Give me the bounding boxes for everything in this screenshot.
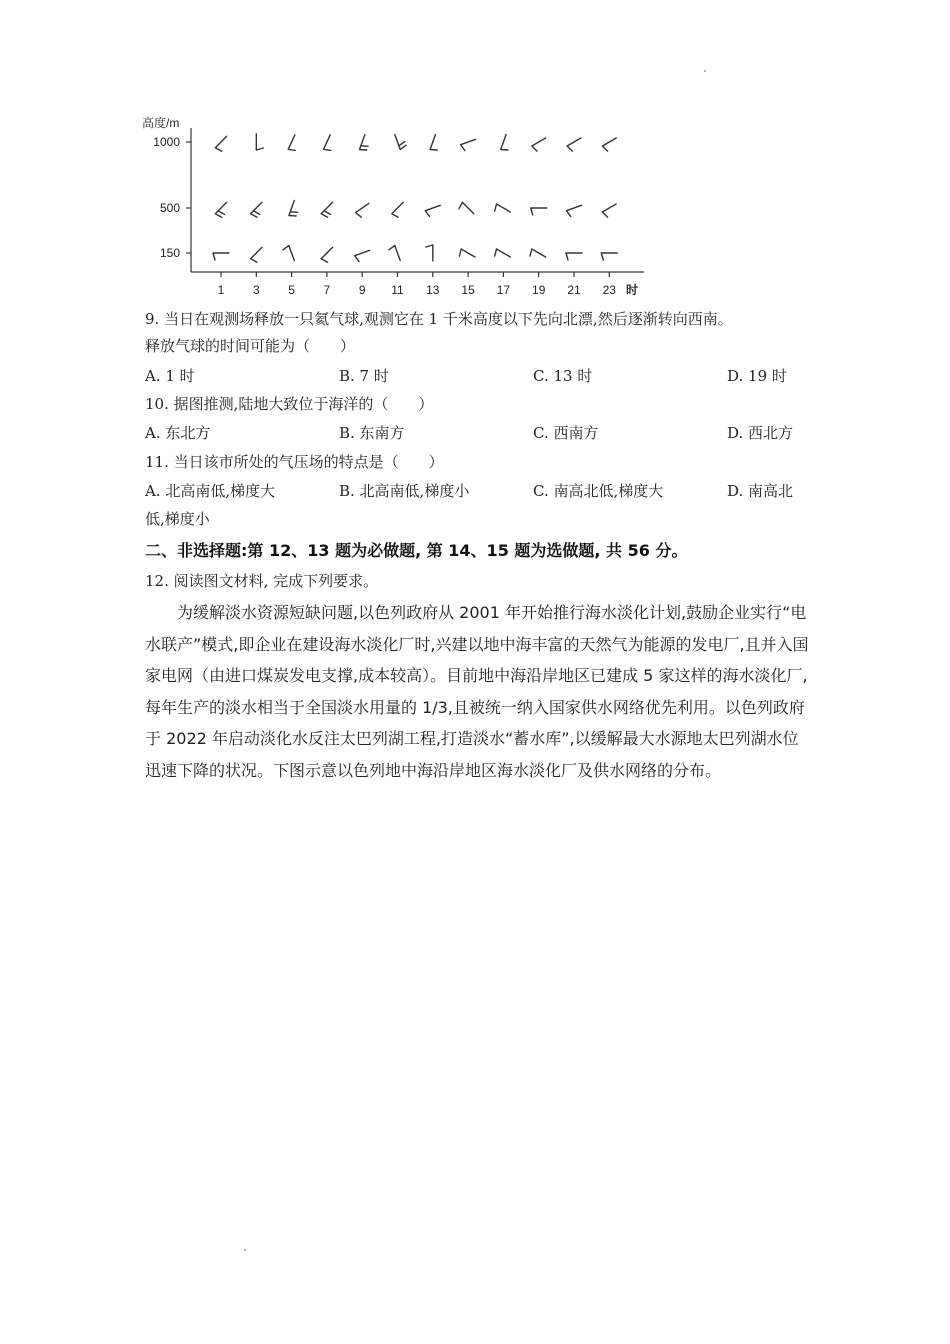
x-tick-label: 9 (358, 283, 366, 297)
q9-option-c: C. 13 时 (533, 367, 593, 385)
x-tick-label: 15 (461, 283, 475, 297)
section-heading: 二、非选择题:第 12、13 题为必做题, 第 14、15 题为选做题, 共 56 分。 (145, 541, 688, 560)
wind-barb-1000m-19h (532, 138, 546, 151)
q10-option-b: B. 东南方 (339, 424, 405, 442)
wind-barb-500m-5h (289, 201, 298, 217)
wind-barb-150m-3h (251, 247, 262, 262)
q11-option-d-wrap: 低,梯度小 (145, 510, 210, 528)
x-tick-label: 17 (496, 283, 511, 297)
wind-barb-500m-9h (356, 203, 369, 217)
wind-barb-150m-1h (213, 253, 229, 260)
question-10-stem: 10. 据图推测,陆地大致位于海洋的（ ） (145, 395, 434, 413)
wind-barb-150m-9h (355, 250, 370, 261)
x-tick-label: 23 (602, 283, 616, 297)
wind-barb-500m-1h (215, 202, 226, 217)
wind-barb-500m-17h (495, 204, 511, 212)
wind-barb-500m-13h (425, 205, 440, 216)
scan-dot (244, 1249, 246, 1251)
x-tick-label: 13 (426, 283, 440, 297)
wind-barb-1000m-21h (567, 138, 581, 151)
wind-barb-1000m-11h (395, 135, 406, 150)
x-tick-label: 21 (567, 283, 581, 297)
wind-barb-1000m-15h (461, 139, 476, 150)
wind-barb-150m-15h (459, 249, 475, 257)
x-tick-label: 5 (288, 283, 295, 297)
wind-barb-1000m-9h (360, 135, 369, 151)
wind-barb-150m-11h (389, 246, 400, 261)
question-9-stem-cont: 释放气球的时间可能为（ ） (145, 337, 356, 355)
wind-barb-500m-21h (567, 205, 582, 216)
q9-option-a: A. 1 时 (145, 367, 195, 385)
wind-barb-500m-19h (531, 208, 547, 215)
wind-barb-1000m-1h (215, 136, 226, 151)
q9-option-d: D. 19 时 (727, 367, 787, 385)
wind-barb-150m-21h (566, 253, 582, 260)
wind-barb-150m-7h (321, 247, 332, 262)
q10-option-a: A. 东北方 (145, 424, 211, 442)
y-tick-label: 500 (159, 201, 180, 215)
wind-barb-500m-3h (251, 202, 262, 217)
x-tick-label: 19 (532, 283, 546, 297)
q10-option-d: D. 西北方 (727, 424, 794, 442)
wind-barb-1000m-7h (324, 135, 331, 151)
wind-barb-1000m-5h (288, 135, 295, 151)
y-axis-label: 高度/m (142, 116, 180, 130)
wind-barb-500m-15h (459, 202, 474, 213)
q11-option-a: A. 北高南低,梯度大 (145, 482, 276, 500)
wind-barb-1000m-13h (430, 135, 437, 151)
wind-barb-500m-7h (321, 202, 332, 217)
q11-option-c: C. 南高北低,梯度大 (533, 482, 664, 500)
wind-barb-150m-19h (530, 249, 546, 257)
x-tick-label: 3 (252, 283, 260, 297)
wind-barb-500m-23h (602, 204, 616, 217)
wind-barb-1000m-3h (256, 134, 263, 150)
wind-barb-chart (136, 108, 656, 308)
question-12-paragraph: 为缓解淡水资源短缺问题,以色列政府从 2001 年开始推行海水淡化计划,鼓励企业实行“电水联产”模式,即企业在建设海水淡化厂时,兴建以地中海丰富的天然气为能源的发电厂,且并入国家电网（由进口煤炭发电支撑,成本较高）。目前地中海沿岸地区已建成 5 家这样的海水淡化厂,每年生产的淡水相当于全国淡水用量的 1/3,且被统一纳入国家供水网络优先利用。以色列政府于 2022 年启动淡化水反注太巴列湖工程,打造淡水“蓄水库”,以缓解最大水源地太巴列湖水位迅速下降的状况。下图示意以色列地中海沿岸地区海水淡化厂及供水网络的分布。 (145, 603, 809, 780)
question-11-stem: 11. 当日该市所处的气压场的特点是（ ） (145, 453, 444, 471)
question-12-stem: 12. 阅读图文材料, 完成下列要求。 (145, 572, 379, 590)
wind-barb-150m-23h (601, 253, 617, 260)
q10-option-c: C. 西南方 (533, 424, 599, 442)
question-9-stem: 9. 当日在观测场释放一只氦气球,观测它在 1 千米高度以下先向北漂,然后逐渐转向西南。 (145, 310, 733, 328)
q11-option-d: D. 南高北 (727, 482, 794, 500)
x-tick-label: 7 (323, 283, 331, 297)
q11-option-b: B. 北高南低,梯度小 (339, 482, 470, 500)
wind-barb-150m-13h (426, 245, 433, 261)
scan-dot (704, 70, 706, 72)
wind-barb-1000m-17h (501, 135, 508, 151)
q9-option-b: B. 7 时 (339, 367, 389, 385)
y-tick-label: 150 (159, 246, 180, 260)
wind-barb-150m-17h (495, 249, 511, 257)
x-tick-label: 1 (217, 283, 225, 297)
wind-barb-500m-11h (392, 202, 403, 217)
y-tick-label: 1000 (153, 135, 180, 149)
x-axis-unit: 时 (626, 283, 639, 297)
x-tick-label: 11 (391, 283, 404, 297)
wind-barb-1000m-23h (602, 138, 616, 151)
wind-barb-150m-5h (283, 246, 294, 261)
